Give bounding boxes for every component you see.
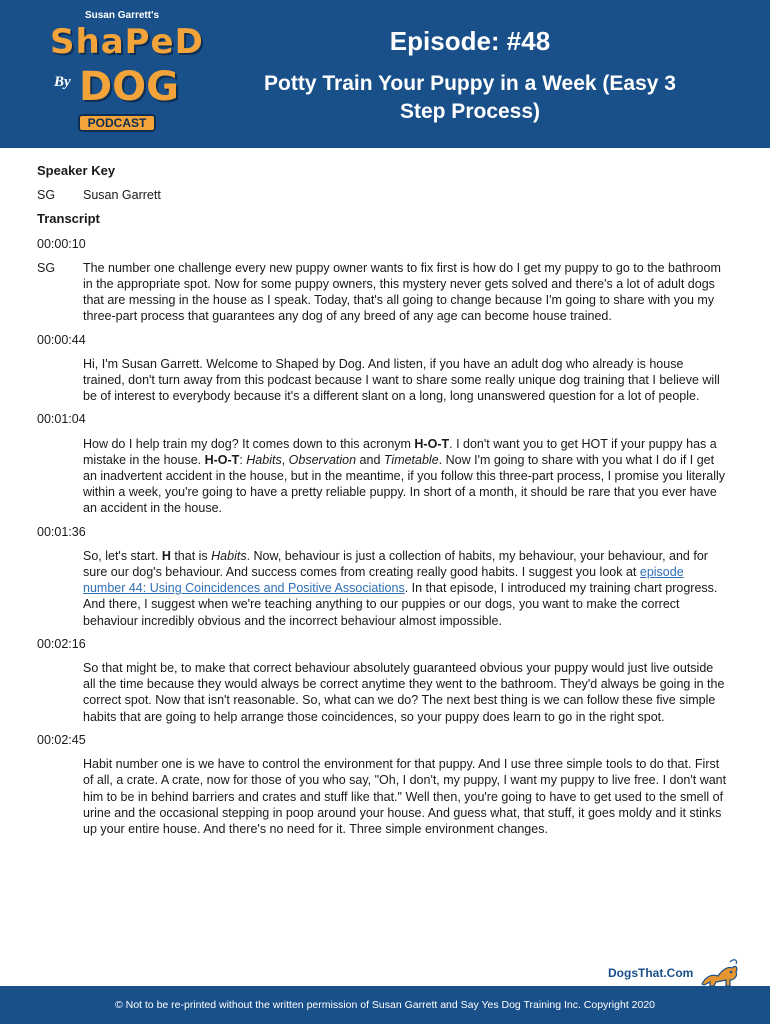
text-run: . I don't want you to get HOT if your puppy has a mistake in the house. [83,436,717,467]
paragraph-text: Hi, I'm Susan Garrett. Welcome to Shaped by Dog. And listen, if you have an adult dog who already is house trained, don't turn away from this podcast because I want to share some really unique dog training that I believe will be of interest to everybody because it's a different slant on a long, long unanswered question for a lot of people. [83,356,720,404]
timestamp: 00:02:45 [37,732,86,747]
text-run: : [239,452,247,467]
header-banner [0,0,770,148]
italic-term: Observation [288,452,357,467]
text-run: . Now I'm going to share with you what I do if I get an inadvertent accident in the house, but in the meantime, if you follow this three-part process, I promise you literally within a week, you're going to have a pretty reliable puppy. In short of a month, it should be rare that you ever have an accident in the house. [83,452,725,516]
speaker-key-row [37,187,737,203]
dogsthat-brand: DogsThat.Com [608,966,694,980]
text-run: . Now, behaviour is just a collection of habits, my behaviour, your behaviour, and for sure our dog's behaviour. And success comes from creating really good habits. I suggest you look at [83,548,708,580]
bold-term: H-O-T [204,452,240,467]
episode-title [200,70,740,126]
paragraph-text: The number one challenge every new puppy owner wants to fix first is how do I get my puppy to go to the bathroom in the appropriate spot. Now for some puppy owners, this mystery never gets solved and there's a lot of adult dogs that are messing in the house as I speak. Today, that's all going to change because I'm going to share with you my three-part process that guarantees any dog of any breed of any age can become house trained. [83,260,721,324]
text-run: So, let's start. [83,548,162,563]
paragraph-speaker [37,436,83,517]
shaped-by-dog-logo [40,10,204,135]
bold-term: H-O-T [414,436,450,451]
episode-number: Episode: #48 [389,26,551,56]
text-run: that is [170,548,212,563]
speaker-name: Susan Garrett [83,188,161,203]
transcript-document [37,163,737,844]
text-run: and [356,452,384,467]
timestamp: 00:01:04 [37,412,86,427]
paragraph-text [83,548,728,629]
episode-title-line2: Step Process) [399,100,541,123]
timestamp: 00:02:16 [37,636,86,651]
paragraph-speaker [37,756,83,837]
episode-44-link[interactable]: episode number 44: Using Coincidences and Positive Associations [83,565,684,596]
transcript-paragraph [37,756,737,837]
paragraph-text [83,436,728,517]
text-run: , [281,452,289,467]
episode-title-line1: Potty Train Your Puppy in a Week (Easy 3 [264,72,676,95]
paragraph-speaker: SG [37,260,56,275]
logo-shaped: ShaPeD [50,22,204,62]
transcript-paragraph [37,436,737,517]
speaker-code: SG [37,188,56,203]
timestamp: 00:00:10 [37,236,86,251]
paragraph-text: Habit number one is we have to control the environment for that puppy. And I use three simple tools to do that. First of all, a crate. A crate, now for those of you who say, "Oh, I don't, my puppy, I want my puppy to live free. I don't want him to be in behind barriers and crates and stuff like that." Well then, you're going to have to get used to the smell of urine and the occasional stepping in poop around your house. And guess what, that stuff, it goes moldy and it stinks up your entire house. And there's no need for it. Three simple environment changes. [83,757,727,836]
logo-podcast: PODCAST [78,114,156,132]
dog-mascot-icon [700,958,740,988]
speaker-key-heading: Speaker Key [37,163,116,178]
transcript-paragraph [37,660,737,725]
transcript-heading: Transcript [37,211,100,227]
italic-term: Habits [211,548,247,563]
italic-term: Timetable [383,452,439,467]
paragraph-speaker [37,356,83,405]
transcript-paragraph [37,356,737,405]
timestamp: 00:01:36 [37,524,86,539]
bold-term: H [161,548,171,563]
transcript-paragraph [37,260,737,325]
paragraph-speaker [37,548,83,629]
italic-term: Habits [246,452,282,467]
paragraph-speaker [37,660,83,725]
copyright-footer: © Not to be re-printed without the written permission of Susan Garrett and Say Yes Dog Training Inc. Copyright 2020 [0,986,770,1024]
logo-top-line: Susan Garrett's [84,10,160,21]
transcript-paragraph [37,548,737,629]
text-run: . In that episode, I introduced my training chart progress. And there, I suggest when we're teaching anything to our puppies or our dogs, you want to make the correct behaviour incredibly obvious and the incorrect behaviour almost impossible. [83,581,718,628]
paragraph-text: So that might be, to make that correct behaviour absolutely guaranteed obvious your puppy would just live outside all the time because they would always be correct anytime they went to the bathroom. They'd always be going in the correct spot. Now that isn't reasonable. So, what can we do? The next best thing is we can follow these five simple habits that are going to help arrange those coincidences, so your puppy does learn to go in the right spot. [83,661,725,724]
logo-by: By [54,74,71,90]
logo-dog: DOG [78,64,180,110]
text-run: How do I help train my dog? It comes down to this acronym [83,436,415,451]
timestamp: 00:00:44 [37,332,86,347]
